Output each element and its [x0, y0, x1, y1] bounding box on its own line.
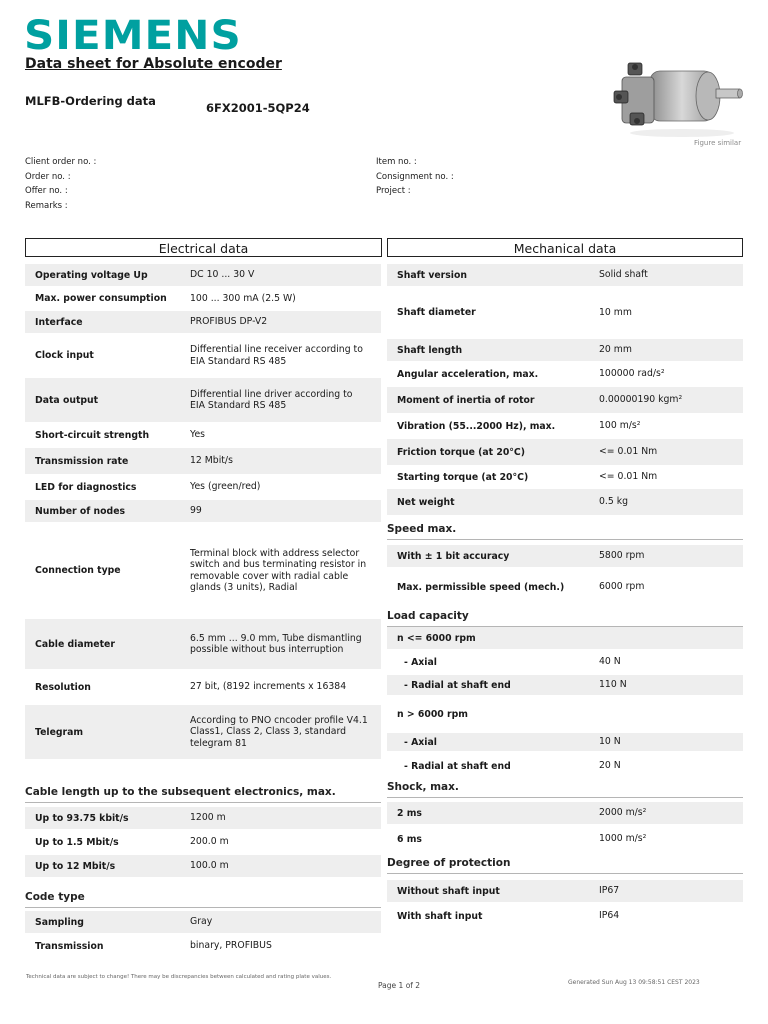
row-key: Max. permissible speed (mech.) [397, 581, 565, 593]
row-value: 6000 rpm [599, 581, 645, 593]
row-key: Clock input [35, 350, 94, 361]
section-divider [387, 797, 743, 798]
row-key: Max. power consumption [35, 293, 167, 304]
table-row [387, 489, 743, 515]
row-key: Vibration (55...2000 Hz), max. [397, 420, 556, 432]
figure-caption: Figure similar [694, 139, 742, 147]
table-row [25, 669, 381, 705]
table-row [387, 567, 743, 607]
row-value: 110 N [599, 679, 627, 691]
row-value: Gray [190, 916, 213, 928]
row-key: Shaft diameter [397, 307, 476, 318]
table-row [25, 422, 381, 448]
row-value: IP64 [599, 910, 620, 922]
row-value: 2000 m/s² [599, 807, 647, 819]
row-value: 20 mm [599, 344, 632, 356]
row-value: According to PNO cncoder profile V4.1 Class1, Class 2, Class 3, standard telegram 81 [190, 714, 368, 749]
row-value: Yes [190, 429, 206, 441]
row-key: With ± 1 bit accuracy [397, 550, 510, 562]
row-value: 6.5 mm ... 9.0 mm, Tube dismantling possible without bus interruption [190, 632, 362, 655]
row-value: Yes (green/red) [190, 481, 261, 493]
table-row [25, 311, 381, 333]
row-value: 100000 rad/s² [599, 368, 665, 380]
protection-heading: Degree of protection [387, 857, 511, 869]
table-row [387, 264, 743, 286]
row-key: Resolution [35, 681, 91, 693]
row-value: 200.0 m [190, 836, 229, 848]
row-value: 20 N [599, 760, 621, 772]
table-row [387, 802, 743, 824]
shock-max-heading: Shock, max. [387, 781, 459, 793]
row-value: 27 bit, (8192 increments x 16384 [190, 681, 347, 693]
table-row [387, 824, 743, 854]
cable-length-rows [25, 807, 381, 877]
table-row [25, 855, 381, 877]
row-key: Sampling [35, 916, 84, 928]
row-value: 5800 rpm [599, 550, 645, 562]
row-key: Interface [35, 316, 83, 328]
table-row [387, 675, 743, 695]
shock-max-rows [387, 802, 743, 854]
table-row [387, 545, 743, 567]
row-key: Starting torque (at 20°C) [397, 471, 529, 483]
cable-length-heading: Cable length up to the subsequent electronics, max. [25, 786, 336, 798]
row-key: Transmission [35, 940, 104, 952]
row-key: - Axial [404, 656, 437, 668]
meta-right [376, 155, 454, 199]
table-row [387, 733, 743, 751]
table-row [387, 413, 743, 439]
row-value: Differential line driver according to EIA Standard RS 485 [190, 388, 353, 411]
row-key: LED for diagnostics [35, 481, 137, 493]
table-row [25, 829, 381, 855]
electrical-rows [25, 264, 381, 759]
offer-label: Offer no. : [25, 186, 68, 196]
section-divider [387, 539, 743, 540]
row-value: 40 N [599, 656, 621, 668]
code-type-rows [25, 911, 381, 959]
row-value: 0.5 kg [599, 496, 629, 508]
row-key: Transmission rate [35, 455, 129, 467]
page-number: Page 1 of 2 [378, 981, 421, 990]
row-value: 1000 m/s² [599, 833, 647, 845]
row-value: DC 10 ... 30 V [190, 269, 255, 281]
row-key: Shaft version [397, 269, 467, 281]
table-row [387, 361, 743, 387]
table-row [387, 902, 743, 930]
row-key: n > 6000 rpm [397, 708, 468, 720]
order-label: Order no. : [25, 171, 71, 182]
row-key: Connection type [35, 565, 121, 576]
table-row [25, 619, 381, 669]
row-key: Up to 93.75 kbit/s [35, 812, 129, 824]
client-order-label: Client order no. : [25, 157, 97, 167]
row-value: 1200 m [190, 812, 226, 824]
table-row [387, 649, 743, 675]
row-key: - Axial [404, 736, 437, 748]
section-divider [25, 907, 381, 908]
row-key: Up to 12 Mbit/s [35, 860, 116, 872]
row-value: 0.00000190 kgm² [599, 394, 683, 406]
row-value: 10 mm [599, 306, 632, 318]
row-key: 6 ms [397, 833, 422, 845]
table-row [387, 627, 743, 649]
remarks-label: Remarks : [25, 200, 68, 211]
speed-max-heading: Speed max. [387, 523, 457, 535]
consignment-label: Consignment no. : [376, 171, 454, 182]
table-row [25, 911, 381, 933]
row-value: 100 m/s² [599, 420, 641, 432]
table-row [387, 339, 743, 361]
table-row [25, 500, 381, 522]
table-row [25, 264, 381, 286]
generated-timestamp: Generated Sun Aug 13 09:58:51 CEST 2023 [568, 979, 700, 986]
row-key: Net weight [397, 496, 455, 508]
row-key: 2 ms [397, 807, 422, 819]
table-row [387, 439, 743, 465]
row-value: Terminal block with address selector switch and bus terminating resistor in removable cover with radial cable glands (3 units), Radial [190, 547, 367, 593]
table-row [25, 474, 381, 500]
code-type-heading: Code type [25, 891, 85, 903]
encoder-product-image [612, 55, 748, 139]
row-key: Telegram [35, 726, 84, 738]
row-value: IP67 [599, 885, 620, 897]
load-capacity-heading: Load capacity [387, 610, 469, 622]
table-row [387, 880, 743, 902]
table-row [25, 448, 381, 474]
row-value: 12 Mbit/s [190, 455, 233, 467]
protection-rows [387, 880, 743, 930]
row-key: Short-circuit strength [35, 429, 150, 441]
mechanical-rows [387, 264, 743, 515]
row-value: PROFIBUS DP-V2 [190, 316, 268, 328]
table-row [25, 807, 381, 829]
row-value: <= 0.01 Nm [599, 471, 658, 483]
table-row [25, 286, 381, 311]
row-key: Shaft length [397, 344, 463, 356]
meta-left [25, 155, 96, 213]
speed-max-rows [387, 545, 743, 607]
section-divider [387, 873, 743, 874]
row-key: With shaft input [397, 910, 483, 922]
table-row [387, 751, 743, 781]
row-value: Differential line receiver according to EIA Standard RS 485 [190, 344, 363, 367]
table-row [387, 465, 743, 489]
row-value: Solid shaft [599, 269, 648, 281]
row-key: Angular acceleration, max. [397, 368, 539, 380]
table-row [25, 333, 381, 378]
row-value: binary, PROFIBUS [190, 940, 272, 952]
mlfb-value: 6FX2001-5QP24 [206, 101, 310, 115]
row-value: 100 ... 300 mA (2.5 W) [190, 292, 296, 304]
row-value: <= 0.01 Nm [599, 446, 658, 458]
row-key: Data output [35, 394, 99, 406]
row-value: 10 N [599, 736, 621, 748]
document-title: Data sheet for Absolute encoder [25, 56, 282, 72]
row-key: Without shaft input [397, 885, 500, 897]
row-key: - Radial at shaft end [404, 760, 511, 772]
row-key: Number of nodes [35, 505, 126, 517]
item-no-label: Item no. : [376, 157, 417, 167]
row-key: n <= 6000 rpm [397, 632, 476, 644]
electrical-data-header: Electrical data [25, 238, 382, 257]
row-key: Up to 1.5 Mbit/s [35, 836, 119, 848]
table-row [25, 378, 381, 422]
table-row [387, 286, 743, 339]
mlfb-label: MLFB-Ordering data [25, 94, 156, 108]
row-key: Operating voltage Up [35, 269, 148, 281]
table-row [25, 522, 381, 619]
load-capacity-rows [387, 627, 743, 781]
project-label: Project : [376, 186, 411, 196]
row-key: Cable diameter [35, 638, 115, 650]
table-row [25, 705, 381, 759]
table-row [387, 387, 743, 413]
mechanical-data-header: Mechanical data [387, 238, 743, 257]
table-row [25, 933, 381, 959]
section-divider [25, 802, 381, 803]
siemens-logo: SIEMENS [24, 13, 242, 59]
row-key: Friction torque (at 20°C) [397, 446, 526, 458]
table-row [387, 695, 743, 733]
row-key: Moment of inertia of rotor [397, 394, 535, 406]
row-value: 100.0 m [190, 860, 229, 872]
footer-disclaimer: Technical data are subject to change! There may be discrepancies between calculated and rating plate values. [26, 974, 332, 980]
row-key: - Radial at shaft end [404, 679, 511, 691]
row-value: 99 [190, 505, 202, 517]
